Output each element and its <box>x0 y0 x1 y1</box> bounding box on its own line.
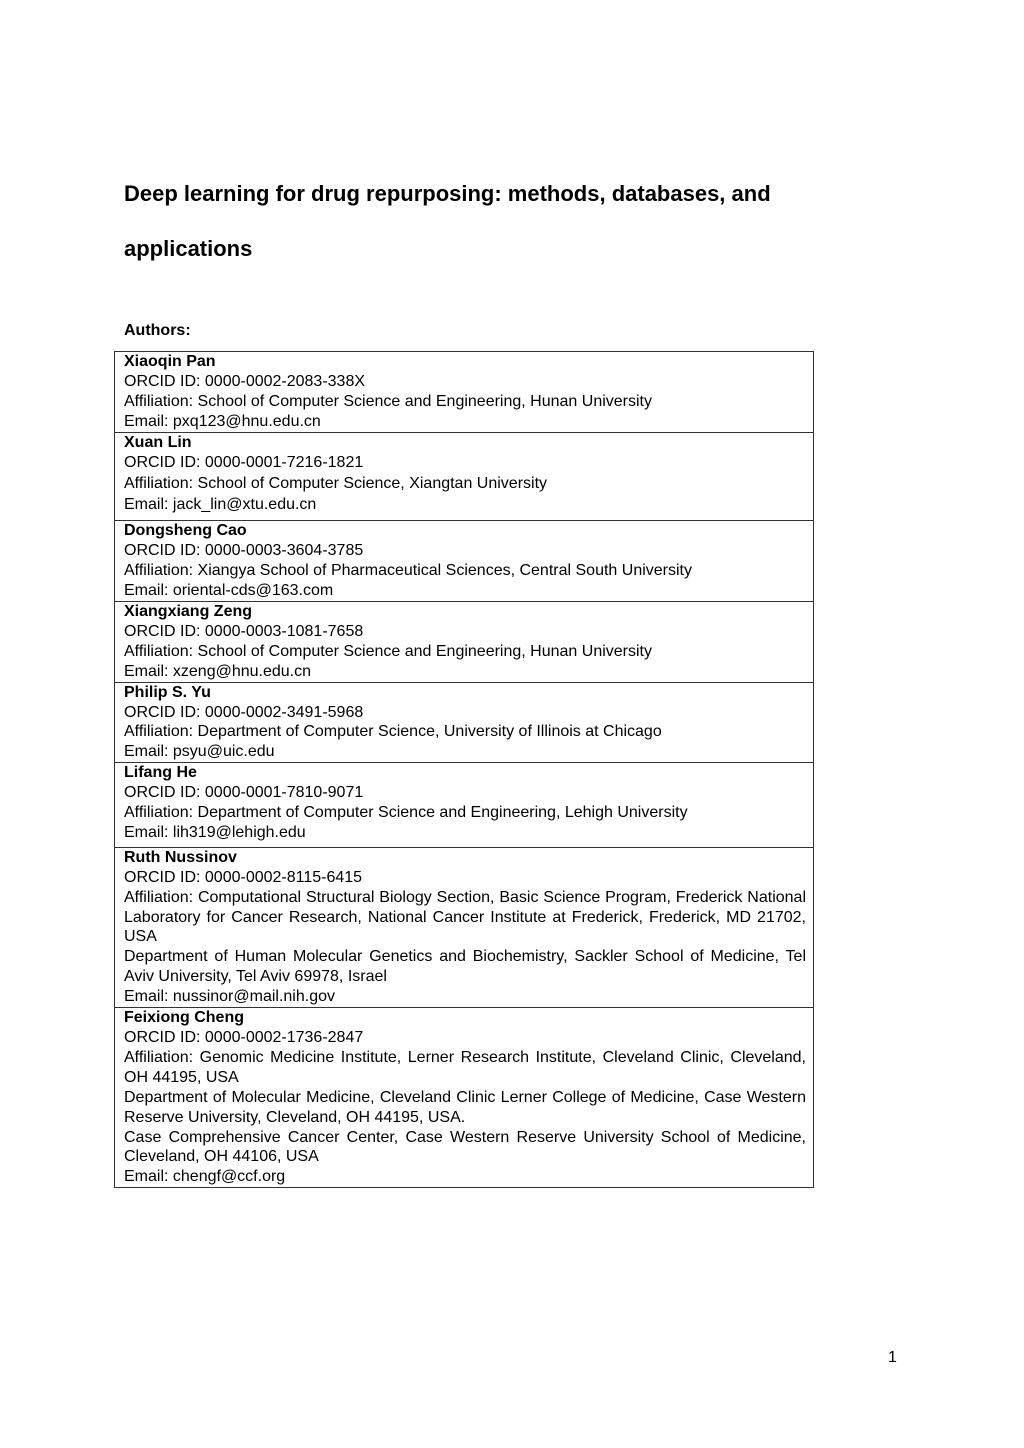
author-name: Xuan Lin <box>124 433 192 451</box>
author-name: Xiaoqin Pan <box>124 353 216 370</box>
author-email: Email: lih319@lehigh.edu <box>124 823 306 841</box>
authors-label: Authors: <box>124 322 191 339</box>
author-affiliation: Department of Molecular Medicine, Cleveland Clinic Lerner College of Medicine, Case Western Reserve University, Cleveland, OH 44195, USA. <box>124 1088 806 1126</box>
author-cell <box>115 682 814 763</box>
author-email: Email: xzeng@hnu.edu.cn <box>124 662 312 680</box>
author-affiliation: Affiliation: Department of Computer Science, University of Illinois at Chicago <box>124 723 662 741</box>
author-row <box>115 432 814 521</box>
author-email: Email: pxq123@hnu.edu.cn <box>124 412 321 430</box>
author-row <box>115 1008 814 1188</box>
author-name: Lifang He <box>124 764 197 782</box>
author-name: Ruth Nussinov <box>124 848 237 866</box>
author-cell <box>115 601 814 682</box>
author-row <box>115 601 814 682</box>
author-affiliation: Affiliation: School of Computer Science, Xiangtan University <box>124 475 548 493</box>
author-affiliation: Department of Human Molecular Genetics and Biochemistry, Sackler School of Medicine, Tel Aviv University, Tel Aviv 69978, Israel <box>124 948 806 986</box>
author-cell <box>115 763 814 848</box>
author-orcid: ORCID ID: 0000-0002-2083-338X <box>124 372 366 390</box>
author-orcid: ORCID ID: 0000-0002-1736-2847 <box>124 1029 364 1046</box>
author-name: Feixiong Cheng <box>124 1009 244 1027</box>
author-affiliation: Case Comprehensive Cancer Center, Case Western Reserve University School of Medicine, Cleveland, OH 44106, USA <box>124 1128 806 1166</box>
author-email: Email: chengf@ccf.org <box>124 1168 286 1186</box>
author-orcid: ORCID ID: 0000-0001-7216-1821 <box>124 453 364 471</box>
author-affiliation: Affiliation: Xiangya School of Pharmaceutical Sciences, Central South University <box>124 562 692 580</box>
author-cell <box>115 847 814 1007</box>
author-email: Email: psyu@uic.edu <box>124 743 275 761</box>
author-affiliation: Affiliation: School of Computer Science and Engineering, Hunan University <box>124 642 652 660</box>
author-email: Email: oriental-cds@163.com <box>124 582 334 600</box>
author-row <box>115 847 814 1007</box>
author-email: Email: nussinor@mail.nih.gov <box>124 988 335 1006</box>
author-orcid: ORCID ID: 0000-0002-3491-5968 <box>124 703 364 721</box>
author-affiliation: Affiliation: School of Computer Science and Engineering, Hunan University <box>124 392 652 410</box>
author-row <box>115 763 814 848</box>
page-number: 1 <box>888 1349 897 1366</box>
author-affiliation: Affiliation: Department of Computer Science and Engineering, Lehigh University <box>124 804 688 822</box>
author-orcid: ORCID ID: 0000-0003-3604-3785 <box>124 542 364 560</box>
author-cell <box>115 521 814 602</box>
author-row <box>115 521 814 602</box>
author-affiliation: Affiliation: Computational Structural Biology Section, Basic Science Program, Frederick National Laboratory for Cancer Research, National Cancer Institute at Frederick, Frederick, MD 21702, USA <box>124 888 806 946</box>
authors-table <box>114 351 814 1188</box>
paper-title: Deep learning for drug repurposing: methods, databases, and applications <box>124 181 771 261</box>
author-affiliation: Affiliation: Genomic Medicine Institute, Lerner Research Institute, Cleveland Clinic, Cleveland, OH 44195, USA <box>124 1048 806 1086</box>
author-name: Philip S. Yu <box>124 683 211 701</box>
author-orcid: ORCID ID: 0000-0003-1081-7658 <box>124 622 364 640</box>
author-cell <box>115 352 814 433</box>
author-email: Email: jack_lin@xtu.edu.cn <box>124 496 317 514</box>
author-cell <box>115 432 814 521</box>
author-orcid: ORCID ID: 0000-0002-8115-6415 <box>124 868 363 886</box>
author-name: Dongsheng Cao <box>124 522 247 540</box>
author-row <box>115 352 814 433</box>
author-orcid: ORCID ID: 0000-0001-7810-9071 <box>124 784 364 802</box>
author-row <box>115 682 814 763</box>
author-cell <box>115 1008 814 1188</box>
author-name: Xiangxiang Zeng <box>124 602 253 620</box>
